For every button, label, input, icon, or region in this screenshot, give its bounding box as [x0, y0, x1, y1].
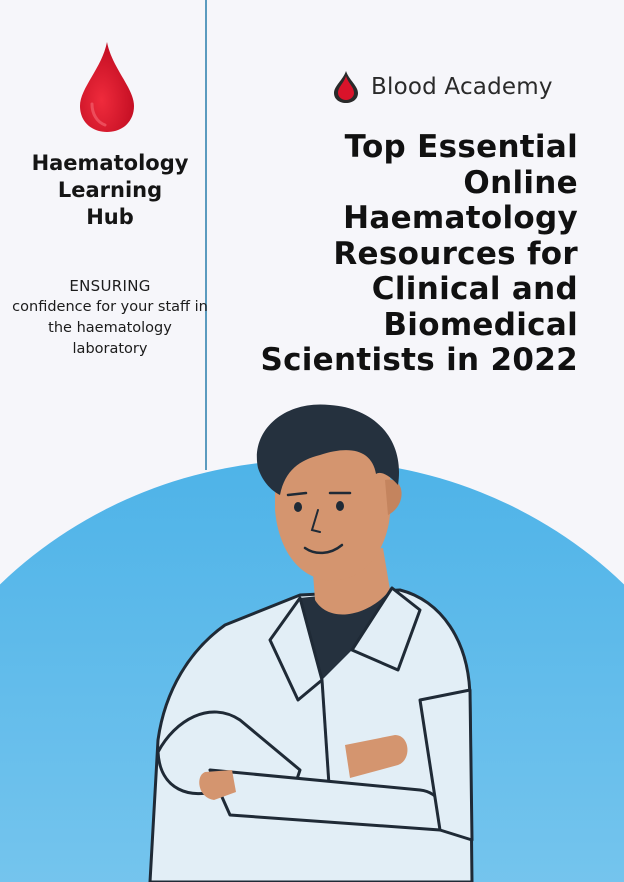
headline: Top Essential Online Haematology Resources for Clinical and Biomedical Scientists in 2022 — [260, 129, 578, 378]
brand-name: Blood Academy — [371, 74, 553, 100]
tagline-text: confidence for your staff in the haematology laboratory — [12, 299, 208, 357]
hub-title: Haematology Learning Hub — [31, 151, 189, 229]
tagline-ensuring: ENSURING — [69, 277, 151, 295]
